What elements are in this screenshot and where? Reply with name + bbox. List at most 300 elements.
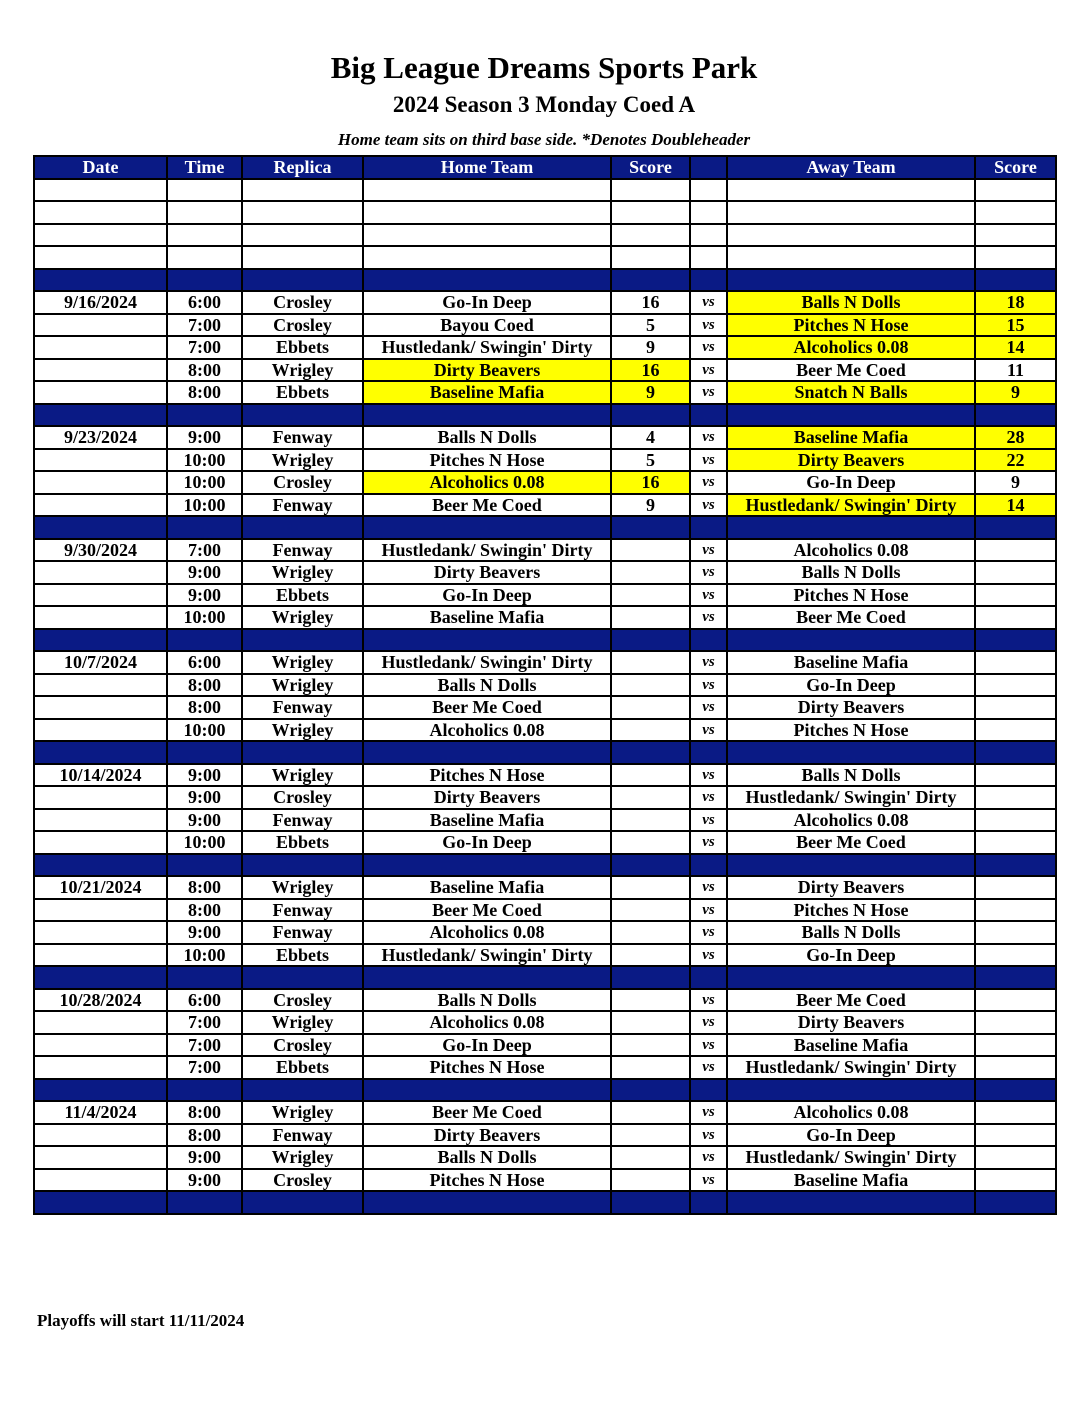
away-score-cell: [975, 1056, 1056, 1079]
replica-cell: Fenway: [242, 1124, 363, 1147]
away-team-cell: Go-In Deep: [727, 674, 975, 697]
away-team-cell: Alcoholics 0.08: [727, 809, 975, 832]
away-team-cell: [727, 741, 975, 764]
home-score-cell: [611, 1056, 690, 1079]
date-cell: [34, 494, 167, 517]
game-row: [34, 494, 1056, 517]
vs-label: [690, 1079, 727, 1102]
time-cell: 8:00: [167, 1101, 242, 1124]
away-team-cell: [727, 854, 975, 877]
replica-cell: Wrigley: [242, 359, 363, 382]
date-cell: [34, 224, 167, 247]
date-cell: [34, 696, 167, 719]
home-score-cell: [611, 201, 690, 224]
home-score-cell: [611, 246, 690, 269]
home-score-cell: [611, 809, 690, 832]
home-team-cell: Go-In Deep: [363, 584, 611, 607]
away-score-cell: [975, 1146, 1056, 1169]
time-cell: 10:00: [167, 944, 242, 967]
home-team-cell: Hustledank/ Swingin' Dirty: [363, 944, 611, 967]
col-header-vs: [690, 156, 727, 179]
vs-label: vs: [690, 831, 727, 854]
replica-cell: Wrigley: [242, 651, 363, 674]
schedule-body: [34, 179, 1056, 1214]
vs-label: [690, 246, 727, 269]
time-cell: 9:00: [167, 1169, 242, 1192]
away-score-cell: [975, 1169, 1056, 1192]
game-row: [34, 989, 1056, 1012]
vs-label: [690, 404, 727, 427]
vs-label: vs: [690, 809, 727, 832]
date-cell: [34, 381, 167, 404]
away-score-cell: [975, 876, 1056, 899]
away-score-cell: [975, 516, 1056, 539]
away-score-cell: [975, 719, 1056, 742]
away-score-cell: [975, 809, 1056, 832]
vs-label: vs: [690, 674, 727, 697]
away-score-cell: [975, 1034, 1056, 1057]
time-cell: 6:00: [167, 291, 242, 314]
vs-label: [690, 516, 727, 539]
replica-cell: [242, 1191, 363, 1214]
away-team-cell: Go-In Deep: [727, 1124, 975, 1147]
game-row: [34, 471, 1056, 494]
date-cell: [34, 1191, 167, 1214]
time-cell: 7:00: [167, 1011, 242, 1034]
home-team-cell: Bayou Coed: [363, 314, 611, 337]
home-team-cell: [363, 854, 611, 877]
home-score-cell: [611, 1124, 690, 1147]
away-score-cell: 22: [975, 449, 1056, 472]
time-cell: [167, 201, 242, 224]
date-cell: 9/30/2024: [34, 539, 167, 562]
game-row: [34, 921, 1056, 944]
away-team-cell: Balls N Dolls: [727, 921, 975, 944]
away-team-cell: [727, 629, 975, 652]
replica-cell: [242, 516, 363, 539]
home-team-cell: Balls N Dolls: [363, 674, 611, 697]
away-score-cell: 9: [975, 471, 1056, 494]
game-row: [34, 606, 1056, 629]
home-team-cell: Beer Me Coed: [363, 1101, 611, 1124]
away-team-cell: [727, 246, 975, 269]
vs-label: vs: [690, 314, 727, 337]
vs-label: vs: [690, 359, 727, 382]
replica-cell: Wrigley: [242, 1101, 363, 1124]
home-score-cell: [611, 1101, 690, 1124]
home-team-cell: Dirty Beavers: [363, 561, 611, 584]
vs-label: vs: [690, 471, 727, 494]
replica-cell: [242, 201, 363, 224]
replica-cell: [242, 269, 363, 292]
time-cell: 8:00: [167, 381, 242, 404]
away-team-cell: [727, 224, 975, 247]
time-cell: [167, 179, 242, 202]
away-team-cell: [727, 201, 975, 224]
home-score-cell: [611, 786, 690, 809]
time-cell: [167, 741, 242, 764]
time-cell: 10:00: [167, 494, 242, 517]
replica-cell: Fenway: [242, 539, 363, 562]
away-team-cell: [727, 966, 975, 989]
date-cell: [34, 269, 167, 292]
home-team-cell: Hustledank/ Swingin' Dirty: [363, 651, 611, 674]
replica-cell: Crosley: [242, 1169, 363, 1192]
home-team-cell: Balls N Dolls: [363, 1146, 611, 1169]
game-row: [34, 831, 1056, 854]
away-team-cell: Pitches N Hose: [727, 899, 975, 922]
home-score-cell: [611, 606, 690, 629]
home-score-cell: [611, 539, 690, 562]
blank-row: [34, 224, 1056, 247]
home-score-cell: [611, 1169, 690, 1192]
date-cell: [34, 1146, 167, 1169]
home-team-cell: [363, 179, 611, 202]
replica-cell: Crosley: [242, 786, 363, 809]
game-row: [34, 764, 1056, 787]
vs-label: vs: [690, 1034, 727, 1057]
away-team-cell: [727, 404, 975, 427]
replica-cell: Wrigley: [242, 764, 363, 787]
date-cell: [34, 449, 167, 472]
home-score-cell: [611, 1191, 690, 1214]
date-cell: [34, 606, 167, 629]
home-score-cell: [611, 651, 690, 674]
away-team-cell: [727, 1191, 975, 1214]
away-score-cell: 18: [975, 291, 1056, 314]
away-team-cell: Snatch N Balls: [727, 381, 975, 404]
time-cell: 10:00: [167, 719, 242, 742]
away-team-cell: Dirty Beavers: [727, 696, 975, 719]
replica-cell: Ebbets: [242, 831, 363, 854]
vs-label: vs: [690, 606, 727, 629]
vs-label: vs: [690, 899, 727, 922]
home-score-cell: [611, 1034, 690, 1057]
home-team-cell: Beer Me Coed: [363, 696, 611, 719]
col-header-away-team: Away Team: [727, 156, 975, 179]
time-cell: [167, 516, 242, 539]
vs-label: vs: [690, 426, 727, 449]
replica-cell: Ebbets: [242, 584, 363, 607]
home-team-cell: Baseline Mafia: [363, 381, 611, 404]
away-score-cell: 14: [975, 336, 1056, 359]
time-cell: 8:00: [167, 1124, 242, 1147]
replica-cell: Fenway: [242, 426, 363, 449]
vs-label: vs: [690, 1146, 727, 1169]
home-score-cell: 16: [611, 291, 690, 314]
game-row: [34, 449, 1056, 472]
home-team-cell: Pitches N Hose: [363, 1169, 611, 1192]
away-team-cell: Hustledank/ Swingin' Dirty: [727, 1146, 975, 1169]
away-score-cell: [975, 944, 1056, 967]
away-team-cell: Alcoholics 0.08: [727, 539, 975, 562]
time-cell: [167, 224, 242, 247]
date-cell: [34, 899, 167, 922]
vs-label: vs: [690, 1011, 727, 1034]
week-separator-row: [34, 1191, 1056, 1214]
away-score-cell: [975, 179, 1056, 202]
home-score-cell: [611, 269, 690, 292]
away-score-cell: [975, 584, 1056, 607]
away-team-cell: Dirty Beavers: [727, 876, 975, 899]
game-row: [34, 1034, 1056, 1057]
away-score-cell: [975, 966, 1056, 989]
away-team-cell: Hustledank/ Swingin' Dirty: [727, 494, 975, 517]
replica-cell: Wrigley: [242, 606, 363, 629]
time-cell: [167, 1191, 242, 1214]
home-team-cell: Baseline Mafia: [363, 809, 611, 832]
away-team-cell: Pitches N Hose: [727, 719, 975, 742]
week-separator-row: [34, 629, 1056, 652]
home-score-cell: [611, 741, 690, 764]
game-row: [34, 719, 1056, 742]
replica-cell: Fenway: [242, 809, 363, 832]
game-row: [34, 1169, 1056, 1192]
home-team-cell: Dirty Beavers: [363, 359, 611, 382]
col-header-replica: Replica: [242, 156, 363, 179]
home-team-cell: Baseline Mafia: [363, 606, 611, 629]
home-score-cell: 9: [611, 336, 690, 359]
replica-cell: [242, 246, 363, 269]
replica-cell: Wrigley: [242, 674, 363, 697]
away-team-cell: Balls N Dolls: [727, 764, 975, 787]
replica-cell: [242, 854, 363, 877]
date-cell: [34, 921, 167, 944]
vs-label: vs: [690, 944, 727, 967]
away-score-cell: [975, 674, 1056, 697]
time-cell: 10:00: [167, 831, 242, 854]
date-cell: [34, 1124, 167, 1147]
date-cell: 10/7/2024: [34, 651, 167, 674]
schedule-table: [33, 155, 1057, 1215]
home-score-cell: [611, 719, 690, 742]
replica-cell: Crosley: [242, 989, 363, 1012]
away-score-cell: [975, 696, 1056, 719]
away-score-cell: [975, 1011, 1056, 1034]
game-row: [34, 651, 1056, 674]
away-score-cell: [975, 899, 1056, 922]
away-score-cell: [975, 831, 1056, 854]
date-cell: [34, 584, 167, 607]
date-cell: [34, 404, 167, 427]
time-cell: 7:00: [167, 539, 242, 562]
away-score-cell: 28: [975, 426, 1056, 449]
vs-label: vs: [690, 1124, 727, 1147]
replica-cell: [242, 629, 363, 652]
away-team-cell: Dirty Beavers: [727, 1011, 975, 1034]
home-team-cell: Pitches N Hose: [363, 764, 611, 787]
replica-cell: Ebbets: [242, 944, 363, 967]
date-cell: [34, 741, 167, 764]
away-score-cell: [975, 741, 1056, 764]
away-score-cell: 15: [975, 314, 1056, 337]
date-cell: [34, 1034, 167, 1057]
time-cell: 9:00: [167, 561, 242, 584]
time-cell: 10:00: [167, 471, 242, 494]
time-cell: 10:00: [167, 449, 242, 472]
replica-cell: [242, 966, 363, 989]
vs-label: vs: [690, 584, 727, 607]
home-score-cell: 16: [611, 359, 690, 382]
home-team-cell: [363, 201, 611, 224]
home-team-cell: Alcoholics 0.08: [363, 471, 611, 494]
replica-cell: Wrigley: [242, 876, 363, 899]
home-team-cell: [363, 1079, 611, 1102]
home-score-cell: [611, 944, 690, 967]
time-cell: 7:00: [167, 314, 242, 337]
home-team-cell: [363, 1191, 611, 1214]
away-score-cell: [975, 786, 1056, 809]
time-cell: 8:00: [167, 876, 242, 899]
home-team-cell: [363, 516, 611, 539]
time-cell: 9:00: [167, 809, 242, 832]
home-team-cell: [363, 629, 611, 652]
home-team-cell: Go-In Deep: [363, 831, 611, 854]
replica-cell: Wrigley: [242, 1146, 363, 1169]
home-score-cell: [611, 561, 690, 584]
home-score-cell: [611, 224, 690, 247]
date-cell: [34, 674, 167, 697]
home-team-cell: Baseline Mafia: [363, 876, 611, 899]
home-score-cell: [611, 584, 690, 607]
home-team-cell: Go-In Deep: [363, 1034, 611, 1057]
time-cell: [167, 854, 242, 877]
game-row: [34, 381, 1056, 404]
home-score-cell: 5: [611, 449, 690, 472]
vs-label: vs: [690, 1056, 727, 1079]
time-cell: 9:00: [167, 921, 242, 944]
date-cell: [34, 1169, 167, 1192]
schedule-note: Home team sits on third base side. *Denotes Doubleheader: [337, 130, 751, 149]
game-row: [34, 539, 1056, 562]
home-team-cell: Balls N Dolls: [363, 989, 611, 1012]
date-cell: [34, 1011, 167, 1034]
vs-label: [690, 201, 727, 224]
page-title: Big League Dreams Sports Park: [330, 50, 758, 85]
vs-label: vs: [690, 651, 727, 674]
away-score-cell: [975, 1191, 1056, 1214]
away-score-cell: [975, 1101, 1056, 1124]
time-cell: 10:00: [167, 606, 242, 629]
away-team-cell: Hustledank/ Swingin' Dirty: [727, 1056, 975, 1079]
time-cell: [167, 246, 242, 269]
vs-label: [690, 224, 727, 247]
replica-cell: Wrigley: [242, 719, 363, 742]
replica-cell: Wrigley: [242, 1011, 363, 1034]
away-score-cell: [975, 629, 1056, 652]
home-score-cell: [611, 876, 690, 899]
date-cell: 10/21/2024: [34, 876, 167, 899]
blank-row: [34, 246, 1056, 269]
game-row: [34, 674, 1056, 697]
date-cell: [34, 516, 167, 539]
replica-cell: [242, 741, 363, 764]
away-team-cell: Beer Me Coed: [727, 989, 975, 1012]
vs-label: vs: [690, 696, 727, 719]
vs-label: [690, 1191, 727, 1214]
replica-cell: Wrigley: [242, 561, 363, 584]
date-cell: [34, 944, 167, 967]
home-team-cell: Hustledank/ Swingin' Dirty: [363, 539, 611, 562]
away-team-cell: Baseline Mafia: [727, 426, 975, 449]
vs-label: vs: [690, 764, 727, 787]
home-score-cell: 16: [611, 471, 690, 494]
away-score-cell: [975, 1079, 1056, 1102]
date-cell: [34, 719, 167, 742]
home-team-cell: [363, 741, 611, 764]
vs-label: vs: [690, 336, 727, 359]
away-team-cell: Go-In Deep: [727, 944, 975, 967]
home-team-cell: Go-In Deep: [363, 291, 611, 314]
home-team-cell: Dirty Beavers: [363, 786, 611, 809]
date-cell: [34, 359, 167, 382]
date-cell: [34, 966, 167, 989]
replica-cell: Ebbets: [242, 381, 363, 404]
home-score-cell: [611, 404, 690, 427]
away-team-cell: Balls N Dolls: [727, 291, 975, 314]
replica-cell: Fenway: [242, 696, 363, 719]
vs-label: [690, 854, 727, 877]
home-score-cell: [611, 179, 690, 202]
home-score-cell: [611, 989, 690, 1012]
away-score-cell: 14: [975, 494, 1056, 517]
away-team-cell: Go-In Deep: [727, 471, 975, 494]
away-score-cell: [975, 224, 1056, 247]
date-cell: 9/23/2024: [34, 426, 167, 449]
game-row: [34, 336, 1056, 359]
away-team-cell: Alcoholics 0.08: [727, 336, 975, 359]
replica-cell: [242, 1079, 363, 1102]
home-score-cell: [611, 1079, 690, 1102]
blank-row: [34, 201, 1056, 224]
home-team-cell: [363, 404, 611, 427]
game-row: [34, 359, 1056, 382]
date-cell: [34, 1056, 167, 1079]
time-cell: 7:00: [167, 1034, 242, 1057]
replica-cell: Crosley: [242, 1034, 363, 1057]
home-team-cell: Alcoholics 0.08: [363, 1011, 611, 1034]
away-team-cell: Beer Me Coed: [727, 606, 975, 629]
game-row: [34, 1124, 1056, 1147]
date-cell: [34, 314, 167, 337]
time-cell: 9:00: [167, 1146, 242, 1169]
away-team-cell: Balls N Dolls: [727, 561, 975, 584]
vs-label: [690, 269, 727, 292]
home-score-cell: [611, 921, 690, 944]
away-team-cell: Baseline Mafia: [727, 1034, 975, 1057]
time-cell: [167, 629, 242, 652]
home-team-cell: Dirty Beavers: [363, 1124, 611, 1147]
date-cell: 11/4/2024: [34, 1101, 167, 1124]
game-row: [34, 1056, 1056, 1079]
col-header-home-team: Home Team: [363, 156, 611, 179]
time-cell: 8:00: [167, 899, 242, 922]
replica-cell: Wrigley: [242, 449, 363, 472]
time-cell: 7:00: [167, 1056, 242, 1079]
home-team-cell: [363, 966, 611, 989]
away-score-cell: 9: [975, 381, 1056, 404]
date-cell: [34, 336, 167, 359]
game-row: [34, 1146, 1056, 1169]
replica-cell: Fenway: [242, 921, 363, 944]
game-row: [34, 899, 1056, 922]
game-row: [34, 314, 1056, 337]
away-score-cell: [975, 989, 1056, 1012]
col-header-home-score: Score: [611, 156, 690, 179]
home-score-cell: [611, 1146, 690, 1169]
game-row: [34, 584, 1056, 607]
away-score-cell: [975, 269, 1056, 292]
